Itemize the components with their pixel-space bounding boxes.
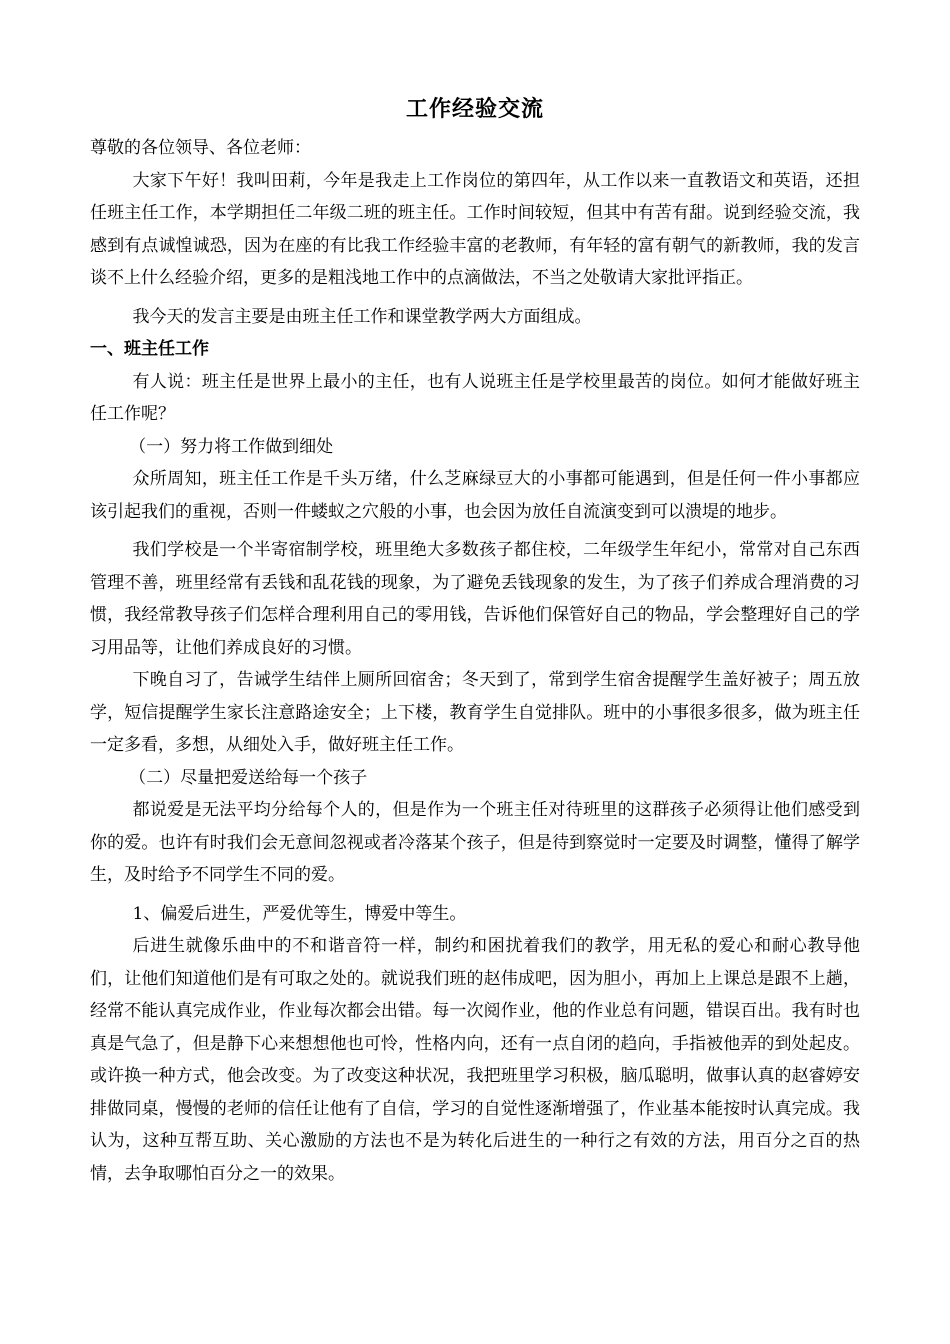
section-heading-class-teacher: 一、班主任工作 [90, 339, 209, 359]
salutation: 尊敬的各位领导、各位老师： [90, 138, 311, 158]
document-body [90, 88, 860, 1190]
section1-intro-paragraph: 有人说：班主任是世界上最小的主任，也有人说班主任是学校里最苦的岗位。如何才能做好班主任工作呢？ [90, 371, 860, 424]
subsection1-paragraph-2: 我们学校是一个半寄宿制学校，班里绝大多数孩子都住校，二年级学生年纪小，常常对自己东西管理不善，班里经常有丢钱和乱花钱的现象，为了避免丢钱现象的发生，为了孩子们养成合理消费的习惯，我经常教导孩子们怎样合理利用自己的零用钱，告诉他们保管好自己的物品，学会整理好自己的学习用品等，让他们养成良好的习惯。 [90, 540, 860, 658]
point-heading-1: 1、偏爱后进生，严爱优等生，博爱中等生。 [132, 903, 467, 924]
intro-paragraph: 大家下午好！我叫田莉，今年是我走上工作岗位的第四年，从工作以来一直教语文和英语，还担任班主任工作，本学期担任二年级二班的班主任。工作时间较短，但其中有苦有甜。说到经验交流，我感到有点诚惶诚恐，因为在座的有比我工作经验丰富的老教师，有年轻的富有朝气的新教师，我的发言谈不上什么经验介绍，更多的是粗浅地工作中的点滴做法，不当之处敬请大家批评指正。 [90, 170, 860, 288]
subsection-heading-love: （二）尽量把爱送给每一个孩子 [129, 767, 368, 788]
document-title: 工作经验交流 [405, 96, 544, 122]
subsection1-paragraph-3: 下晚自习了，告诫学生结伴上厕所回宿舍；冬天到了，常到学生宿舍提醒学生盖好被子；周五放学，短信提醒学生家长注意路途安全；上下楼，教育学生自觉排队。班中的小事很多很多，做为班主任一定多看，多想，从细处入手，做好班主任工作。 [90, 670, 860, 755]
subsection-heading-details: （一）努力将工作做到细处 [129, 436, 334, 457]
overview-paragraph: 我今天的发言主要是由班主任工作和课堂教学两大方面组成。 [132, 306, 592, 327]
subsection2-paragraph-1: 都说爱是无法平均分给每个人的，但是作为一个班主任对待班里的这群孩子必须得让他们感受到你的爱。也许有时我们会无意间忽视或者冷落某个孩子，但是待到察觉时一定要及时调整，懂得了解学生，及时给予不同学生不同的爱。 [90, 800, 860, 885]
point1-paragraph: 后进生就像乐曲中的不和谐音符一样，制约和困扰着我们的教学，用无私的爱心和耐心教导他们，让他们知道他们是有可取之处的。就说我们班的赵伟成吧，因为胆小，再加上上课总是跟不上趟，经常不能认真完成作业，作业每次都会出错。每一次阅作业，他的作业总有问题，错误百出。我有时也真是气急了，但是静下心来想想他也可怜，性格内向，还有一点自闭的趋向，手指被他弄的到处起皮。或许换一种方式，他会改变。为了改变这种状况，我把班里学习积极，脑瓜聪明，做事认真的赵睿婷安排做同桌，慢慢的老师的信任让他有了自信，学习的自觉性逐渐增强了，作业基本能按时认真完成。我认为，这种互帮互助、关心激励的方法也不是为转化后进生的一种行之有效的方法，用百分之百的热情，去争取哪怕百分之一的效果。 [90, 936, 860, 1184]
subsection1-paragraph-1: 众所周知，班主任工作是千头万绪，什么芝麻绿豆大的小事都可能遇到，但是任何一件小事都应该引起我们的重视，否则一件蝼蚁之穴般的小事，也会因为放任自流演变到可以溃堤的地步。 [90, 469, 860, 522]
